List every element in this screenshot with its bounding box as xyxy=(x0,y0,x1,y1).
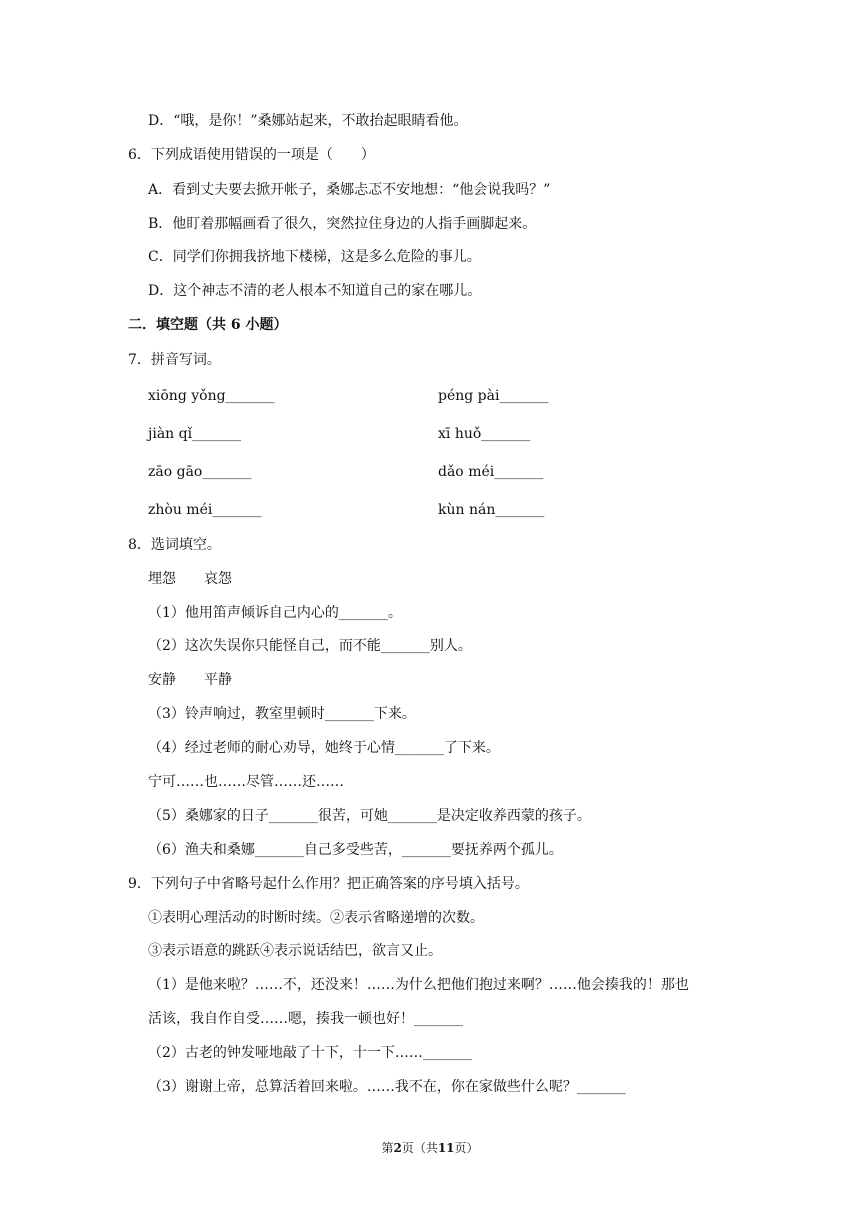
q8-sentence: （4）经过老师的耐心劝导，她终于心情_______了下来。 xyxy=(148,740,500,756)
q9-sentence: （2）古老的钟发哑地敲了十下，十一下……_______ xyxy=(148,1045,472,1061)
pinyin-item: zhòu méi_______ xyxy=(148,502,262,518)
pinyin-item: jiàn qǐ_______ xyxy=(148,426,242,442)
pinyin-item: xī huǒ_______ xyxy=(438,426,531,442)
page-number: 2 xyxy=(393,1141,402,1155)
q8-word-choices: 宁可……也……尽管……还…… xyxy=(148,774,344,790)
footer-suffix: 页） xyxy=(454,1141,479,1155)
q6-option-a: A．看到丈夫要去掀开帐子，桑娜忐忑不安地想：“他会说我吗？” xyxy=(148,182,551,198)
pinyin-item: zāo gāo_______ xyxy=(148,464,252,480)
q6-stem: 6．下列成语使用错误的一项是（ ） xyxy=(128,147,375,163)
q8-sentence: （1）他用笛声倾诉自己内心的_______。 xyxy=(148,605,402,621)
q5-option-d: D．“哦，是你！”桑娜站起来，不敢抬起眼睛看他。 xyxy=(148,113,468,129)
pinyin-item: dǎo méi_______ xyxy=(438,464,544,480)
q9-sentence: （1）是他来啦？……不，还没来！……为什么把他们抱过来啊？……他会揍我的！那也 xyxy=(148,977,689,993)
total-pages: 11 xyxy=(437,1141,455,1155)
q8-word-choices: 安静 平静 xyxy=(148,672,232,688)
q8-sentence: （3）铃声响过，教室里顿时_______下来。 xyxy=(148,706,416,722)
q9-options: ①表明心理活动的时断时续。②表示省略递增的次数。 xyxy=(148,910,484,926)
q7-stem: 7．拼音写词。 xyxy=(128,352,221,368)
q9-sentence: （3）谢谢上帝，总算活着回来啦。……我不在，你在家做些什么呢？_______ xyxy=(148,1079,626,1095)
q9-stem: 9．下列句子中省略号起什么作用？把正确答案的序号填入括号。 xyxy=(128,876,529,892)
q6-option-d: D．这个神志不清的老人根本不知道自己的家在哪儿。 xyxy=(148,283,482,299)
q6-option-c: C．同学们你拥我挤地下楼梯，这是多么危险的事儿。 xyxy=(148,249,481,265)
q8-stem: 8．选词填空。 xyxy=(128,537,221,553)
q8-word-choices: 埋怨 哀怨 xyxy=(148,571,232,587)
pinyin-item: xiōng yǒng_______ xyxy=(148,388,275,404)
q8-sentence: （5）桑娜家的日子_______很苦，可她_______是决定收养西蒙的孩子。 xyxy=(148,808,591,824)
pinyin-item: kùn nán_______ xyxy=(438,502,545,518)
section-heading: 二．填空题（共 6 小题） xyxy=(128,317,288,333)
pinyin-item: péng pài_______ xyxy=(438,388,549,404)
q8-sentence: （2）这次失误你只能怪自己，而不能_______别人。 xyxy=(148,638,472,654)
q8-sentence: （6）渔夫和桑娜_______自己多受些苦，_______要抚养两个孤儿。 xyxy=(148,842,563,858)
page-footer xyxy=(0,1140,860,1156)
footer-middle: 页（共 xyxy=(401,1141,438,1155)
q9-options: ③表示语意的跳跃④表示说话结巴，欲言又止。 xyxy=(148,943,442,959)
footer-prefix: 第 xyxy=(381,1141,394,1155)
q9-sentence-continued: 活该，我自作自受……嗯，揍我一顿也好！_______ xyxy=(148,1011,463,1027)
q6-option-b: B．他盯着那幅画看了很久，突然拉住身边的人指手画脚起来。 xyxy=(148,216,537,232)
